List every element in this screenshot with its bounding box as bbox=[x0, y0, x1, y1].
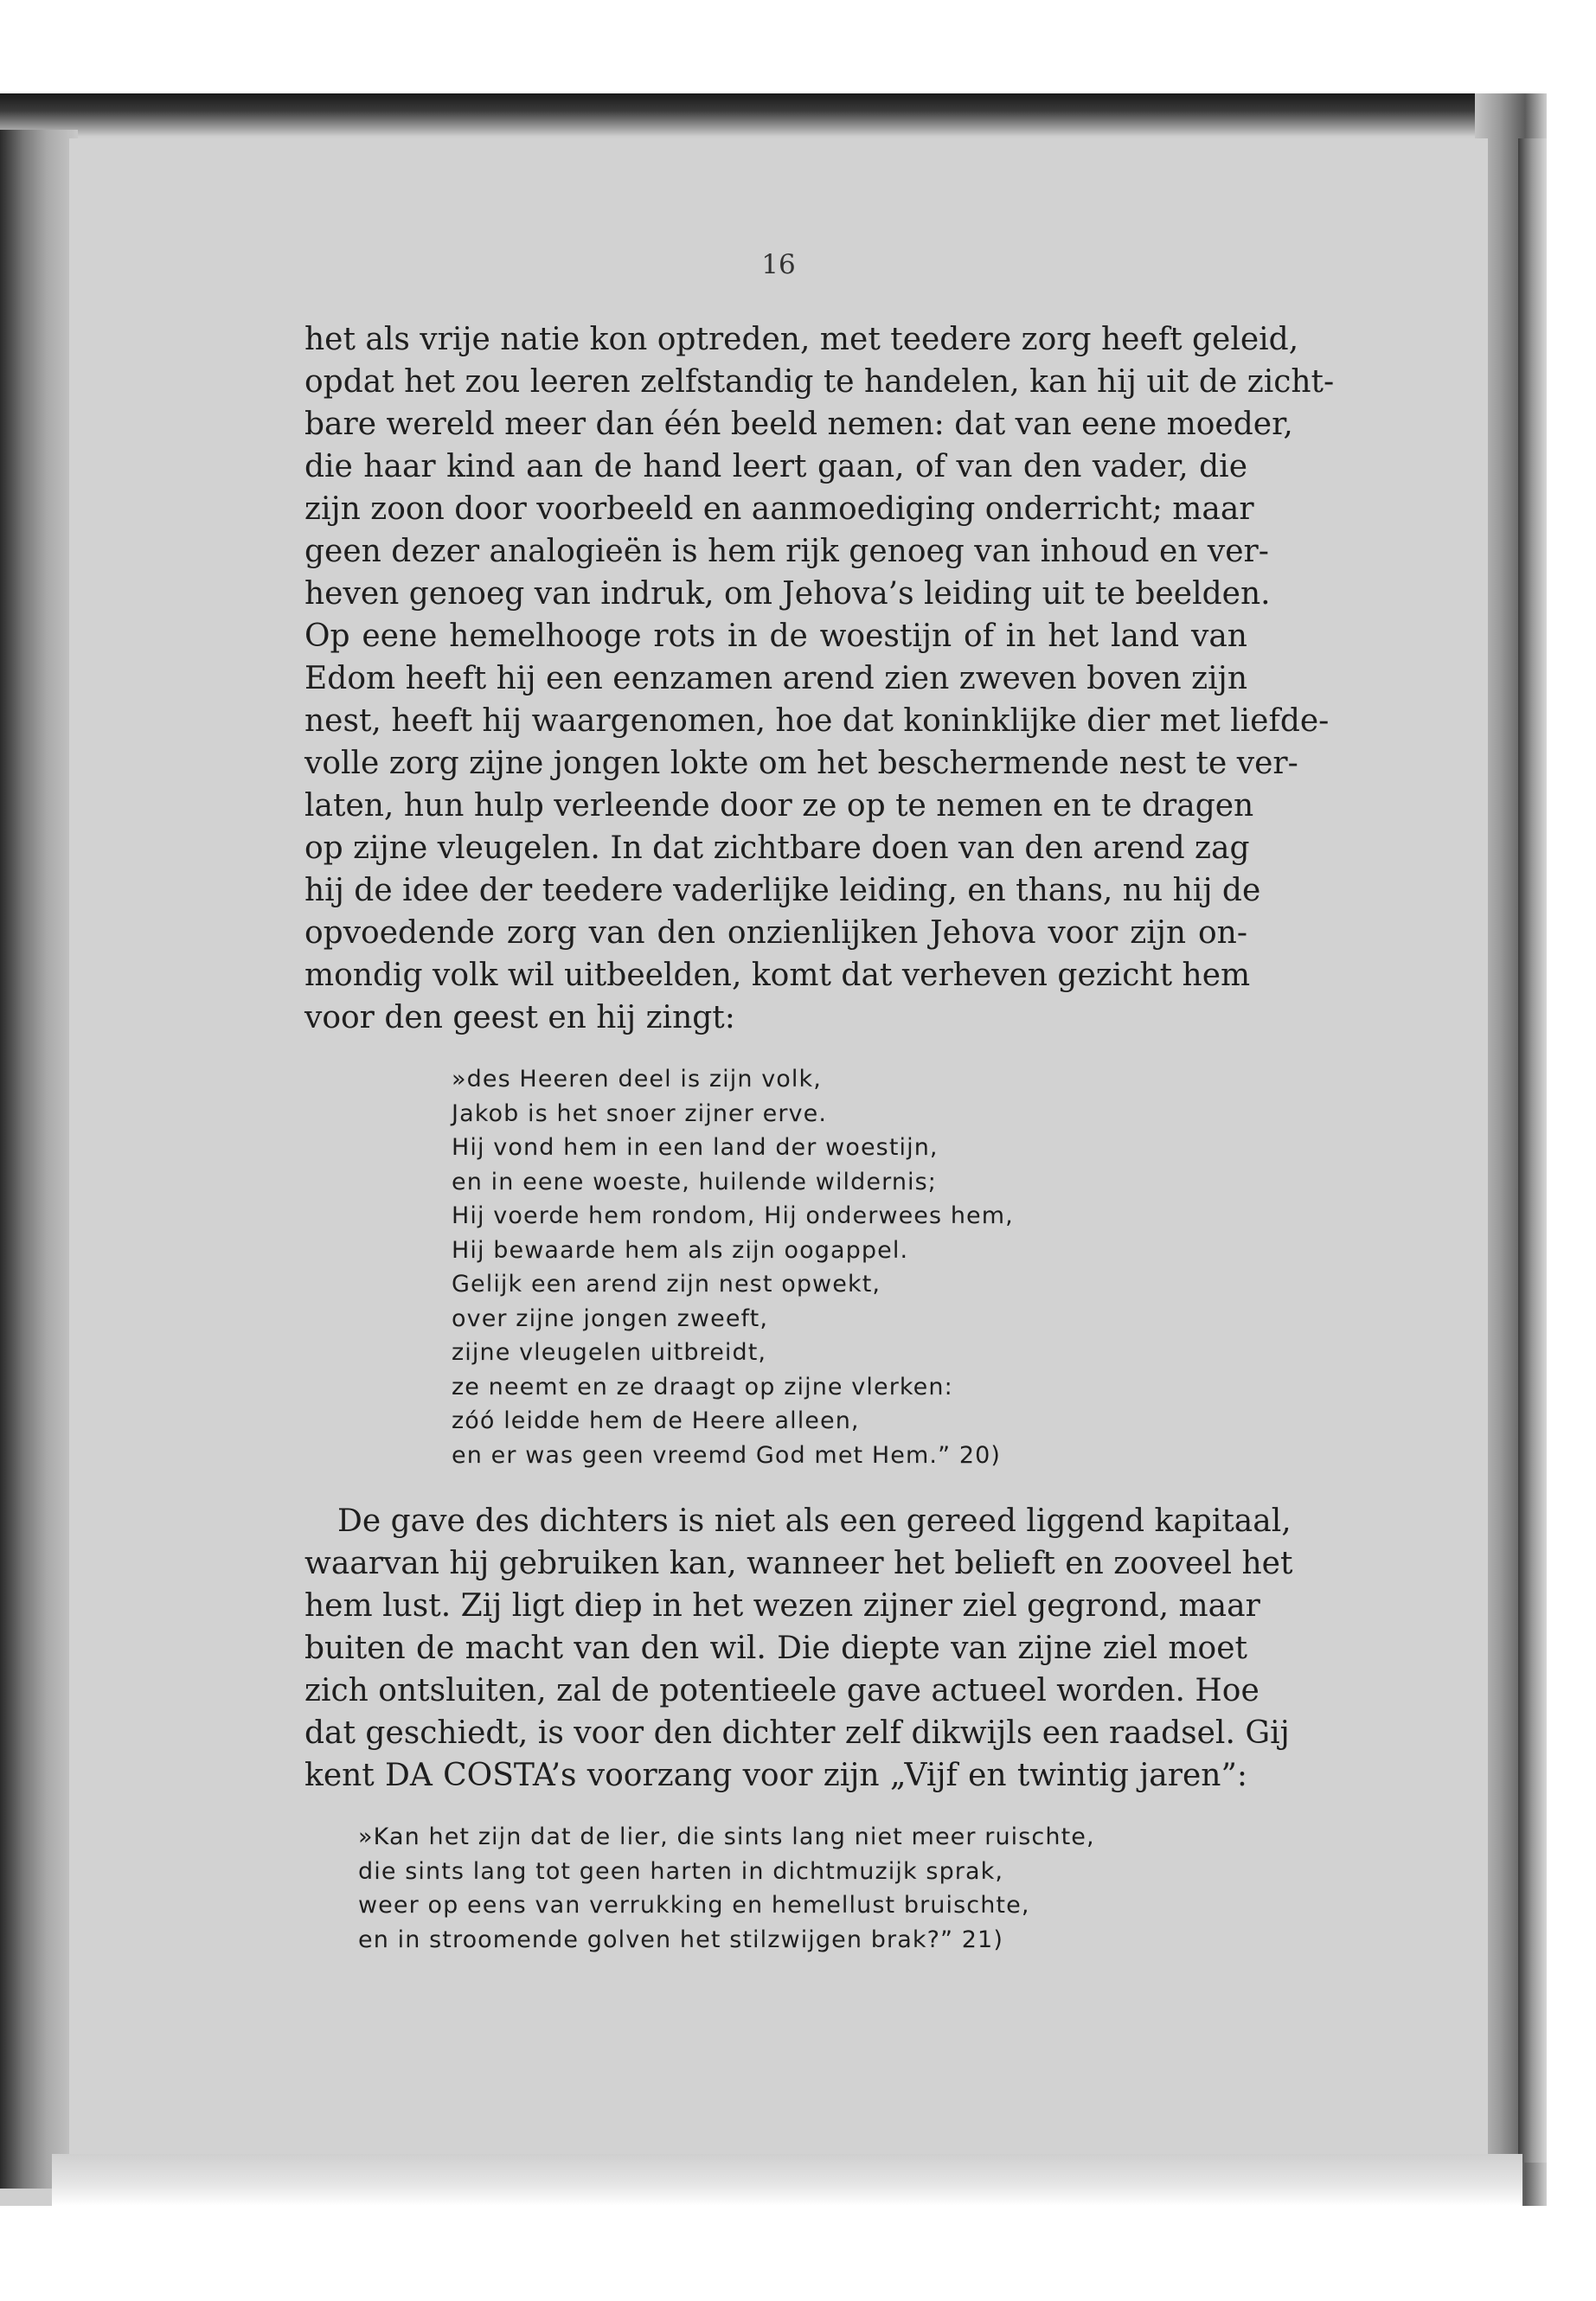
poem-line: en in eene woeste, huilende wildernis; bbox=[452, 1168, 937, 1195]
poem-line: Jakob is het snoer zijner erve. bbox=[452, 1099, 828, 1127]
text-line: nest, heeft hij waargenomen, hoe dat koninklijke dier met liefde- bbox=[304, 703, 1330, 739]
text-line: voor den geest en hij zingt: bbox=[304, 1000, 735, 1035]
poem-line: »Kan het zijn dat de lier, die sints lang niet meer ruischte, bbox=[358, 1823, 1095, 1850]
text-line: het als vrije natie kon optreden, met teedere zorg heeft geleid, bbox=[304, 322, 1299, 357]
text-line: opdat het zou leeren zelfstandig te handelen, kan hij uit de zicht- bbox=[304, 364, 1335, 400]
book-top-edge bbox=[0, 93, 1547, 137]
book-spine-shadow bbox=[1518, 138, 1547, 2163]
poem-line: en er was geen vreemd God met Hem.” 20) bbox=[452, 1441, 1002, 1469]
poem-line: ze neemt en ze draagt op zijne vlerken: bbox=[452, 1373, 953, 1400]
text-line: heven genoeg van indruk, om Jehova’s leiding uit te beelden. bbox=[304, 576, 1271, 612]
text-line: volle zorg zijne jongen lokte om het beschermende nest te ver- bbox=[304, 746, 1298, 781]
text-line: hem lust. Zij ligt diep in het wezen zijner ziel gegrond, maar bbox=[304, 1588, 1260, 1624]
poem-line: Hij voerde hem rondom, Hij onderwees hem, bbox=[452, 1202, 1014, 1229]
text-line: die haar kind aan de hand leert gaan, of van den vader, die bbox=[304, 449, 1247, 484]
poem-line: zóó leidde hem de Heere alleen, bbox=[452, 1407, 860, 1434]
quoted-poem-2 bbox=[358, 1820, 1095, 1957]
text-line: laten, hun hulp verleende door ze op te nemen en te dragen bbox=[304, 788, 1254, 824]
text-line: De gave des dichters is niet als een gereed liggend kapitaal, bbox=[337, 1503, 1292, 1539]
text-line: Op eene hemelhooge rots in de woestijn of in het land van bbox=[304, 619, 1247, 654]
text-line: zijn zoon door voorbeeld en aanmoediging onderricht; maar bbox=[304, 491, 1254, 527]
poem-line: over zijne jongen zweeft, bbox=[452, 1304, 769, 1332]
text-line: waarvan hij gebruiken kan, wanneer het belieft en zooveel het bbox=[304, 1546, 1293, 1581]
paragraph-1 bbox=[304, 318, 1335, 1039]
text-line: opvoedende zorg van den onzienlijken Jehova voor zijn on- bbox=[304, 915, 1247, 951]
text-line: mondig volk wil uitbeelden, komt dat verheven gezicht hem bbox=[304, 958, 1251, 993]
paragraph-2 bbox=[304, 1500, 1293, 1797]
text-line: hij de idee der teedere vaderlijke leiding, en thans, nu hij de bbox=[304, 873, 1261, 908]
text-line: zich ontsluiten, zal de potentieele gave actueel worden. Hoe bbox=[304, 1673, 1259, 1708]
poem-line: Hij vond hem in een land der woestijn, bbox=[452, 1134, 939, 1161]
text-line: buiten de macht van den wil. Die diepte van zijne ziel moet bbox=[304, 1631, 1247, 1666]
poem-line: weer op eens van verrukking en hemellust bruischte, bbox=[358, 1892, 1030, 1919]
page-number: 16 bbox=[761, 249, 796, 280]
poem-line: die sints lang tot geen harten in dichtmuzijk sprak, bbox=[358, 1857, 1004, 1885]
text-line: geen dezer analogieën is hem rijk genoeg van inhoud en ver- bbox=[304, 534, 1269, 569]
text-line: kent DA COSTA’s voorzang voor zijn „Vijf en twintig jaren”: bbox=[304, 1758, 1247, 1793]
poem-line: zijne vleugelen uitbreidt, bbox=[452, 1339, 767, 1366]
text-line: Edom heeft hij een eenzamen arend zien zweven boven zijn bbox=[304, 661, 1247, 696]
poem-line: en in stroomende golven het stilzwijgen brak?” 21) bbox=[358, 1926, 1003, 1953]
quoted-poem-1 bbox=[452, 1062, 1014, 1472]
text-line: op zijne vleugelen. In dat zichtbare doen van den arend zag bbox=[304, 830, 1250, 866]
text-line: dat geschiedt, is voor den dichter zelf dikwijls een raadsel. Gij bbox=[304, 1715, 1290, 1751]
book-left-edge bbox=[0, 130, 78, 2189]
poem-line: Hij bewaarde hem als zijn oogappel. bbox=[452, 1236, 909, 1264]
poem-line: Gelijk een arend zijn nest opwekt, bbox=[452, 1271, 881, 1298]
poem-line: »des Heeren deel is zijn volk, bbox=[452, 1066, 822, 1093]
book-bottom-edge bbox=[52, 2154, 1522, 2206]
text-line: bare wereld meer dan één beeld nemen: dat van eene moeder, bbox=[304, 407, 1293, 442]
